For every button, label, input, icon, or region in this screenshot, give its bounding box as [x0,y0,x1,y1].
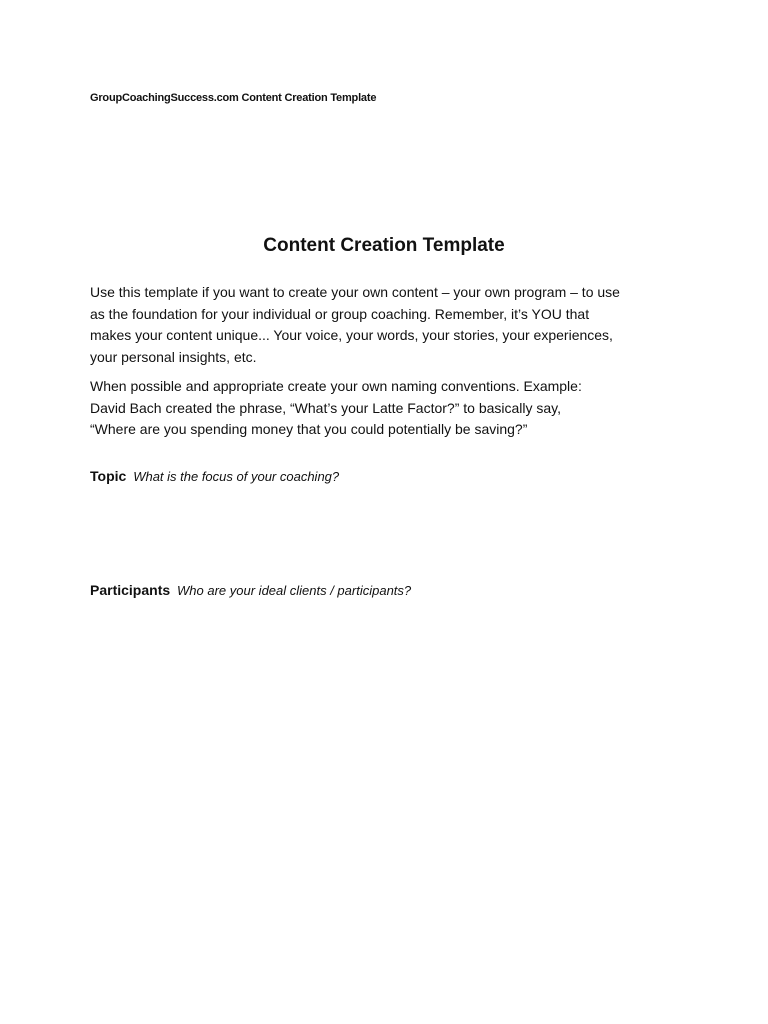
paragraph-line: makes your content unique... Your voice, your words, your stories, your experiences, [90,327,613,343]
paragraph-line: Use this template if you want to create your own content – your own program – to use [90,284,620,300]
topic-prompt: What is the focus of your coaching? [133,469,340,484]
paragraph-line: as the foundation for your individual or group coaching. Remember, it’s YOU that [90,305,590,322]
intro-paragraph [90,282,680,368]
participants-field [90,582,411,598]
paragraph-line: “Where are you spending money that you could potentially be saving?” [90,421,528,437]
paragraph-line: When possible and appropriate create your own naming conventions. Example: [90,378,582,394]
naming-paragraph [90,376,680,441]
document-title: Content Creation Template [263,235,505,256]
paragraph-line: your personal insights, etc. [90,348,257,365]
topic-field [90,468,339,484]
participants-label: Participants [90,582,171,598]
topic-label: Topic [90,468,127,484]
running-header: GroupCoachingSuccess.com Content Creation Template [90,92,377,104]
paragraph-line: David Bach created the phrase, “What’s your Latte Factor?” to basically say, [90,399,562,416]
participants-prompt: Who are your ideal clients / participants? [177,583,412,598]
